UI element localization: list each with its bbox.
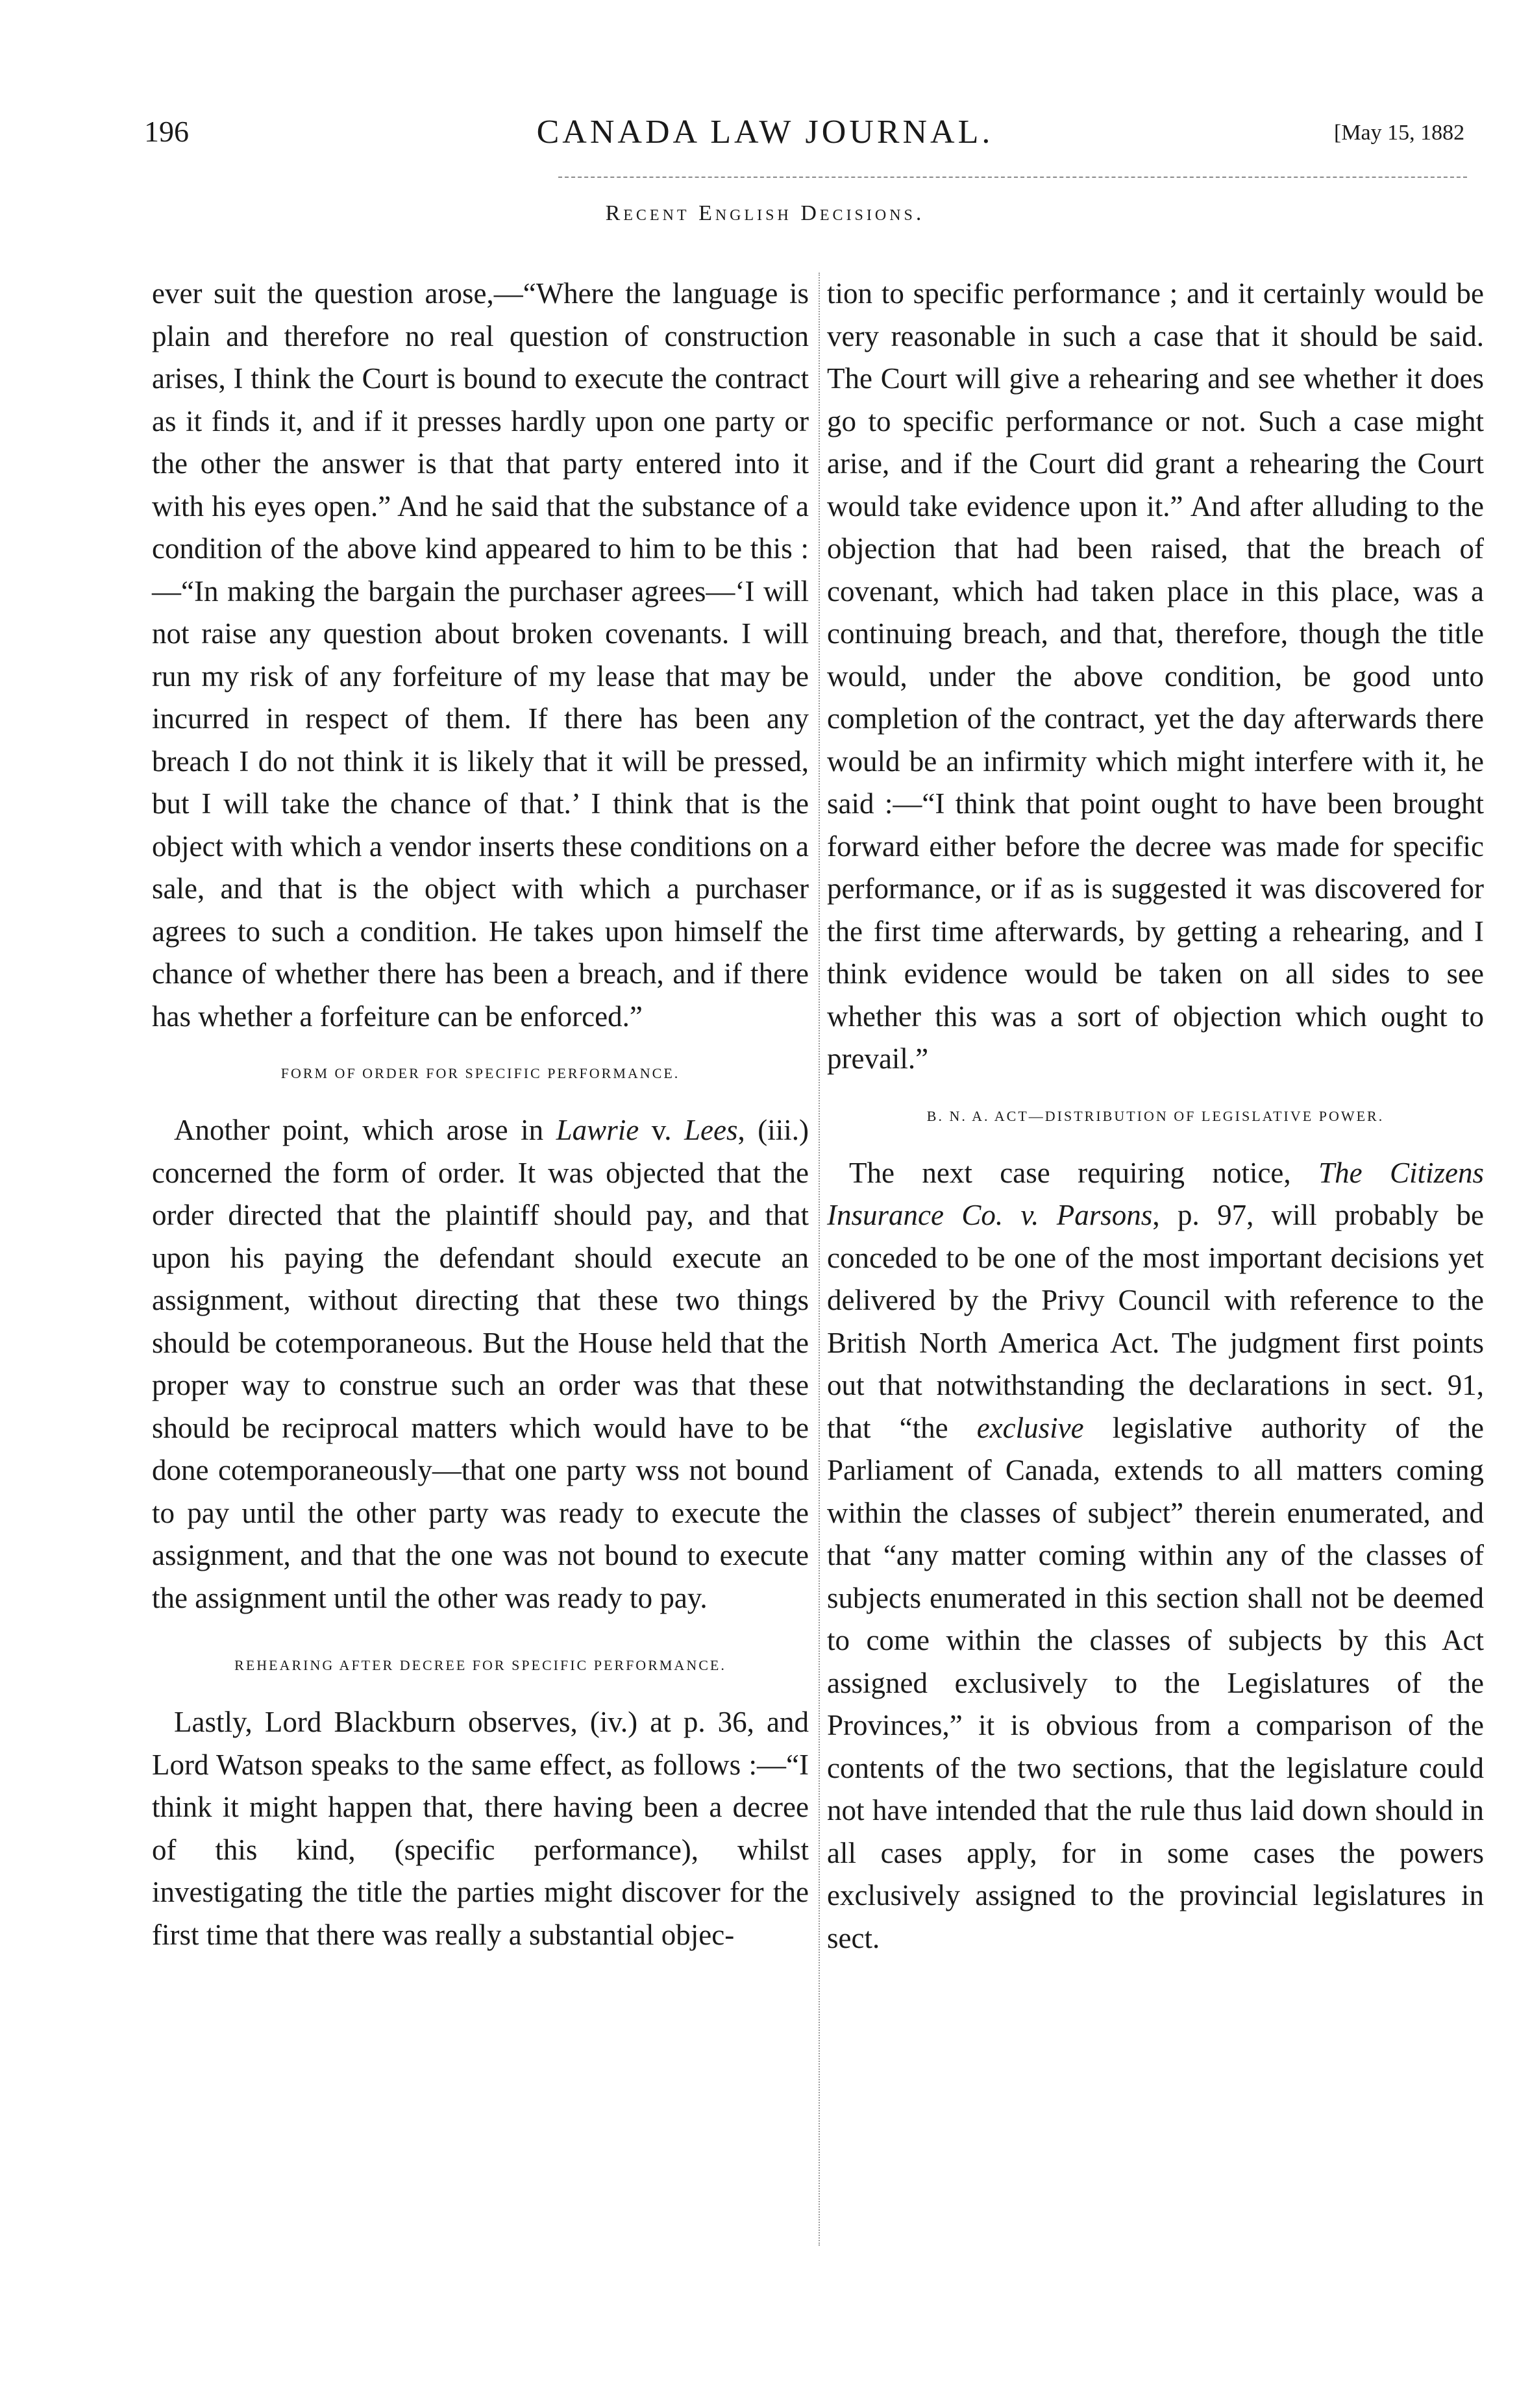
issue-date: [May 15, 1882	[1334, 121, 1465, 145]
paragraph-right-2-rest: legislative authority of the Parliament of Canada, extends to all matters coming within the classes of subject” therein enumerated, and that “any matter coming within any of the classes of subjects enumerated in this section shall not be deemed to come within the classes of subjects by this Act assigned exclusively to the Legislatures of the Provinces,” it is obvious from a comparison of the contents of the two sections, that the legislature could not have intended that the rule thus laid down should in all cases apply, for in some cases the powers exclusively assigned to the provincial legislatures in sect.	[827, 1411, 1484, 1954]
paragraph-right-2	[827, 1152, 1484, 1960]
paragraph-right-2-start: The next case requiring notice,	[849, 1156, 1319, 1189]
case-name-citizens-insurance: The Citizens Insurance Co. v. Parsons	[827, 1156, 1484, 1231]
right-column	[827, 273, 1484, 1960]
left-column	[152, 273, 809, 1956]
emphasis-exclusive: exclusive	[976, 1411, 1084, 1444]
subheading-bna-act: B. N. A. ACT—DISTRIBUTION OF LEGISLATIVE POWER.	[926, 1107, 1385, 1124]
paragraph-left-1: ever suit the question arose,—“Where the language is plain and therefore no real question of construction arises, I think the Court is bound to execute the contract as it finds it, and if it presses hardly upon one party or the other the answer is that that party entered into it with his eyes open.” And he said that the substance of a condition of the above kind appeared to him to be this :—“In making the bargain the purchaser agrees—‘I will not raise any question about broken covenants. I will run my risk of any forfeiture of my lease that may be incurred in respect of them. If there has been any breach I do not think it is likely that it will be pressed, but I will take the chance of that.’ I think that is the object with which a vendor inserts these conditions on a sale, and that is the object with which a purchaser agrees to such a condition. He takes upon himself the chance of whether there has been a breach, and if there has whether a forfeiture can be enforced.”	[152, 277, 809, 1033]
journal-title: CANADA LAW JOURNAL.	[536, 114, 994, 151]
case-name-lawrie: Lawrie	[556, 1114, 639, 1146]
paragraph-right-2-middle: , p. 97, will probably be conceded to be one of the most important decisions yet delivered by the Privy Council with reference to the British North America Act. The judgment first points out that notwithstanding the declarations in sect. 91, that “the	[827, 1199, 1484, 1444]
page-number: 196	[144, 115, 189, 148]
paragraph-left-3: Lastly, Lord Blackburn observes, (iv.) at p. 36, and Lord Watson speaks to the same effect, as follows :—“I think it might happen that, there having been a decree of this kind, (specific performance), whilst investigating the title the parties might discover for the first time that there was really a substantial objec-	[152, 1706, 809, 1951]
case-name-lees: Lees	[684, 1114, 738, 1146]
paragraph-left-2-rest: , (iii.) concerned the form of order. It was objected that the order directed that the plaintiff should pay, and that upon his paying the defendant should execute an assignment, without directing that these two things should be cotemporaneous. But the House held that the proper way to construe such an order was that these should be reciprocal matters which would have to be done cotemporaneously—that one party wss not bound to pay until the other party was ready to execute the assignment, and that the one was not bound to execute the assignment until the other was ready to pay.	[152, 1114, 809, 1614]
section-title: Recent English Decisions.	[605, 201, 925, 225]
paragraph-left-2-start: Another point, which arose in	[174, 1114, 556, 1146]
subheading-form-of-order: FORM OF ORDER FOR SPECIFIC PERFORMANCE.	[280, 1065, 680, 1081]
subheading-rehearing: REHEARING AFTER DECREE FOR SPECIFIC PERFORMANCE.	[234, 1657, 726, 1673]
column-divider	[819, 273, 820, 2246]
paragraph-right-1: tion to specific performance ; and it certainly would be very reasonable in such a case that it should be said. The Court will give a rehearing and see whether it does go to specific performance or not. Such a case might arise, and if the Court did grant a rehearing the Court would take evidence upon it.” And after alluding to the objection that had been raised, that the breach of covenant, which had taken place in this place, was a continuing breach, and that, therefore, though the title would, under the above condition, be good unto completion of the contract, yet the day afterwards there would be an infirmity which might interfere with it, he said :—“I think that point ought to have been brought forward either before the decree was made for specific performance, or if as is suggested it was discovered for the first time afterwards, by getting a rehearing, and I think evidence would be taken on all sides to see whether this was a sort of objection which ought to prevail.”	[827, 277, 1484, 1075]
case-separator: v.	[639, 1114, 685, 1146]
header-rule	[558, 177, 1467, 178]
paragraph-left-2	[152, 1109, 809, 1619]
